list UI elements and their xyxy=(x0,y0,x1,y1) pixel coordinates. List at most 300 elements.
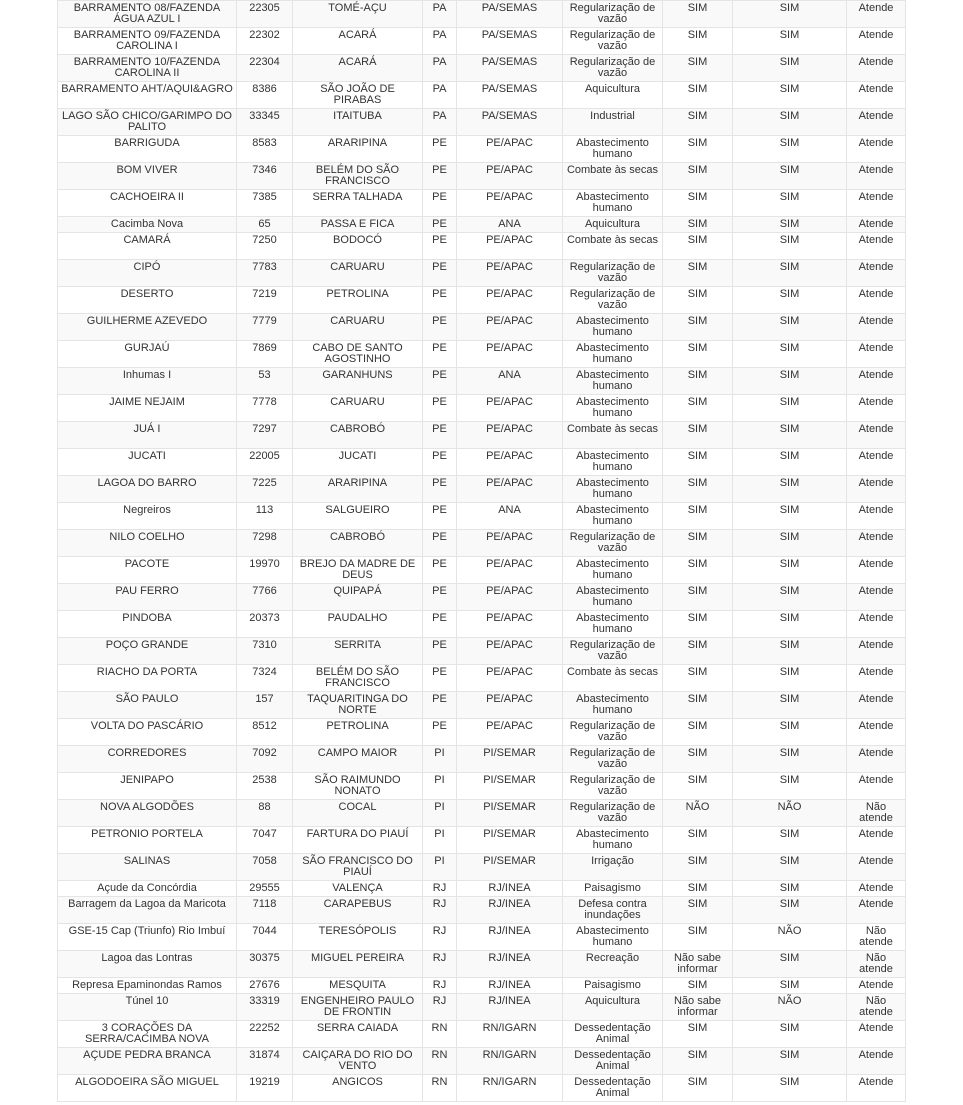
code-cell: 7092 xyxy=(237,746,293,773)
answer-b-cell: SIM xyxy=(733,287,847,314)
status-cell: Atende xyxy=(847,1048,906,1075)
code-cell: 22005 xyxy=(237,449,293,476)
dam-table-container xyxy=(57,0,905,1102)
status-cell: Atende xyxy=(847,638,906,665)
answer-b-cell: SIM xyxy=(733,719,847,746)
agency-cell: PE/APAC xyxy=(457,476,563,503)
use-cell: Regularização de vazão xyxy=(563,260,663,287)
state-cell: RJ xyxy=(423,924,457,951)
municipality-cell: TERESÓPOLIS xyxy=(293,924,423,951)
agency-cell: PE/APAC xyxy=(457,422,563,449)
answer-a-cell: SIM xyxy=(663,854,733,881)
table-row xyxy=(58,692,906,719)
dam-name-cell: POÇO GRANDE xyxy=(58,638,237,665)
code-cell: 19970 xyxy=(237,557,293,584)
answer-a-cell: SIM xyxy=(663,260,733,287)
table-row xyxy=(58,638,906,665)
table-row xyxy=(58,314,906,341)
use-cell: Abastecimento humano xyxy=(563,584,663,611)
code-cell: 7324 xyxy=(237,665,293,692)
code-cell: 113 xyxy=(237,503,293,530)
municipality-cell: PETROLINA xyxy=(293,287,423,314)
table-row xyxy=(58,368,906,395)
dam-name-cell: Lagoa das Lontras xyxy=(58,951,237,978)
answer-a-cell: NÃO xyxy=(663,800,733,827)
dam-name-cell: ALGODOEIRA SÃO MIGUEL xyxy=(58,1075,237,1102)
status-cell: Atende xyxy=(847,897,906,924)
code-cell: 7118 xyxy=(237,897,293,924)
answer-b-cell: SIM xyxy=(733,530,847,557)
answer-a-cell: SIM xyxy=(663,476,733,503)
code-cell: 7783 xyxy=(237,260,293,287)
code-cell: 7044 xyxy=(237,924,293,951)
municipality-cell: FARTURA DO PIAUÍ xyxy=(293,827,423,854)
table-row xyxy=(58,82,906,109)
state-cell: PE xyxy=(423,314,457,341)
state-cell: RJ xyxy=(423,897,457,924)
code-cell: 22252 xyxy=(237,1021,293,1048)
municipality-cell: SALGUEIRO xyxy=(293,503,423,530)
code-cell: 7346 xyxy=(237,163,293,190)
dam-name-cell: JUCATI xyxy=(58,449,237,476)
agency-cell: PE/APAC xyxy=(457,190,563,217)
code-cell: 7298 xyxy=(237,530,293,557)
table-row xyxy=(58,449,906,476)
table-row xyxy=(58,287,906,314)
municipality-cell: CAMPO MAIOR xyxy=(293,746,423,773)
agency-cell: ANA xyxy=(457,503,563,530)
answer-b-cell: SIM xyxy=(733,233,847,260)
municipality-cell: JUCATI xyxy=(293,449,423,476)
use-cell: Regularização de vazão xyxy=(563,773,663,800)
state-cell: PE xyxy=(423,190,457,217)
use-cell: Regularização de vazão xyxy=(563,719,663,746)
answer-a-cell: SIM xyxy=(663,503,733,530)
answer-b-cell: SIM xyxy=(733,1021,847,1048)
status-cell: Atende xyxy=(847,881,906,897)
municipality-cell: GARANHUNS xyxy=(293,368,423,395)
municipality-cell: ACARÁ xyxy=(293,55,423,82)
answer-b-cell: SIM xyxy=(733,881,847,897)
answer-b-cell: SIM xyxy=(733,897,847,924)
dam-name-cell: CIPÓ xyxy=(58,260,237,287)
answer-b-cell: SIM xyxy=(733,449,847,476)
state-cell: PE xyxy=(423,233,457,260)
agency-cell: PE/APAC xyxy=(457,136,563,163)
municipality-cell: BELÉM DO SÃO FRANCISCO xyxy=(293,163,423,190)
agency-cell: RJ/INEA xyxy=(457,951,563,978)
state-cell: PE xyxy=(423,692,457,719)
use-cell: Dessedentação Animal xyxy=(563,1048,663,1075)
municipality-cell: CARUARU xyxy=(293,314,423,341)
answer-a-cell: SIM xyxy=(663,1075,733,1102)
state-cell: PA xyxy=(423,109,457,136)
code-cell: 2538 xyxy=(237,773,293,800)
answer-a-cell: SIM xyxy=(663,897,733,924)
status-cell: Atende xyxy=(847,1075,906,1102)
status-cell: Atende xyxy=(847,1021,906,1048)
municipality-cell: SÃO JOÃO DE PIRABAS xyxy=(293,82,423,109)
answer-a-cell: SIM xyxy=(663,287,733,314)
answer-a-cell: SIM xyxy=(663,55,733,82)
code-cell: 7310 xyxy=(237,638,293,665)
use-cell: Defesa contra inundações xyxy=(563,897,663,924)
municipality-cell: BELÉM DO SÃO FRANCISCO xyxy=(293,665,423,692)
answer-a-cell: Não sabe informar xyxy=(663,951,733,978)
municipality-cell: ENGENHEIRO PAULO DE FRONTIN xyxy=(293,994,423,1021)
code-cell: 7297 xyxy=(237,422,293,449)
state-cell: PE xyxy=(423,395,457,422)
municipality-cell: ITAITUBA xyxy=(293,109,423,136)
agency-cell: RN/IGARN xyxy=(457,1075,563,1102)
dam-name-cell: VOLTA DO PASCÁRIO xyxy=(58,719,237,746)
dam-name-cell: RIACHO DA PORTA xyxy=(58,665,237,692)
status-cell: Não atende xyxy=(847,951,906,978)
table-row xyxy=(58,28,906,55)
answer-a-cell: SIM xyxy=(663,422,733,449)
use-cell: Abastecimento humano xyxy=(563,395,663,422)
state-cell: PE xyxy=(423,719,457,746)
code-cell: 7250 xyxy=(237,233,293,260)
code-cell: 7778 xyxy=(237,395,293,422)
code-cell: 7385 xyxy=(237,190,293,217)
table-row xyxy=(58,395,906,422)
answer-a-cell: SIM xyxy=(663,638,733,665)
state-cell: PI xyxy=(423,827,457,854)
dam-name-cell: Açude da Concórdia xyxy=(58,881,237,897)
use-cell: Abastecimento humano xyxy=(563,314,663,341)
agency-cell: PE/APAC xyxy=(457,260,563,287)
answer-a-cell: SIM xyxy=(663,881,733,897)
answer-a-cell: Não sabe informar xyxy=(663,994,733,1021)
municipality-cell: CAIÇARA DO RIO DO VENTO xyxy=(293,1048,423,1075)
table-row xyxy=(58,109,906,136)
status-cell: Atende xyxy=(847,28,906,55)
municipality-cell: TAQUARITINGA DO NORTE xyxy=(293,692,423,719)
use-cell: Industrial xyxy=(563,109,663,136)
answer-a-cell: SIM xyxy=(663,924,733,951)
answer-b-cell: SIM xyxy=(733,109,847,136)
code-cell: 33345 xyxy=(237,109,293,136)
table-row xyxy=(58,924,906,951)
table-row xyxy=(58,557,906,584)
dam-name-cell: CACHOEIRA II xyxy=(58,190,237,217)
municipality-cell: MESQUITA xyxy=(293,978,423,994)
table-row xyxy=(58,800,906,827)
state-cell: PA xyxy=(423,28,457,55)
table-row xyxy=(58,746,906,773)
answer-a-cell: SIM xyxy=(663,314,733,341)
agency-cell: RN/IGARN xyxy=(457,1048,563,1075)
state-cell: PE xyxy=(423,287,457,314)
answer-b-cell: SIM xyxy=(733,978,847,994)
agency-cell: PE/APAC xyxy=(457,584,563,611)
answer-b-cell: SIM xyxy=(733,28,847,55)
municipality-cell: PAUDALHO xyxy=(293,611,423,638)
answer-a-cell: SIM xyxy=(663,978,733,994)
dam-name-cell: DESERTO xyxy=(58,287,237,314)
answer-b-cell: SIM xyxy=(733,1048,847,1075)
answer-b-cell: SIM xyxy=(733,611,847,638)
status-cell: Atende xyxy=(847,557,906,584)
municipality-cell: SERRA CAIADA xyxy=(293,1021,423,1048)
dam-name-cell: NILO COELHO xyxy=(58,530,237,557)
code-cell: 22304 xyxy=(237,55,293,82)
table-row xyxy=(58,773,906,800)
status-cell: Não atende xyxy=(847,800,906,827)
state-cell: PE xyxy=(423,341,457,368)
dam-name-cell: PINDOBA xyxy=(58,611,237,638)
status-cell: Não atende xyxy=(847,994,906,1021)
agency-cell: RN/IGARN xyxy=(457,1021,563,1048)
status-cell: Atende xyxy=(847,719,906,746)
municipality-cell: VALENÇA xyxy=(293,881,423,897)
agency-cell: PE/APAC xyxy=(457,233,563,260)
agency-cell: RJ/INEA xyxy=(457,978,563,994)
use-cell: Regularização de vazão xyxy=(563,800,663,827)
table-row xyxy=(58,827,906,854)
answer-b-cell: SIM xyxy=(733,746,847,773)
municipality-cell: PETROLINA xyxy=(293,719,423,746)
state-cell: PA xyxy=(423,55,457,82)
municipality-cell: COCAL xyxy=(293,800,423,827)
answer-b-cell: SIM xyxy=(733,395,847,422)
answer-a-cell: SIM xyxy=(663,557,733,584)
agency-cell: PA/SEMAS xyxy=(457,28,563,55)
dam-name-cell: BARRIGUDA xyxy=(58,136,237,163)
status-cell: Atende xyxy=(847,692,906,719)
code-cell: 7058 xyxy=(237,854,293,881)
agency-cell: PE/APAC xyxy=(457,665,563,692)
answer-b-cell: SIM xyxy=(733,82,847,109)
dam-name-cell: BARRAMENTO AHT/AQUI&AGRO xyxy=(58,82,237,109)
dam-name-cell: Cacimba Nova xyxy=(58,217,237,233)
answer-a-cell: SIM xyxy=(663,692,733,719)
dam-name-cell: JENIPAPO xyxy=(58,773,237,800)
state-cell: PE xyxy=(423,163,457,190)
code-cell: 19219 xyxy=(237,1075,293,1102)
state-cell: RJ xyxy=(423,978,457,994)
answer-b-cell: SIM xyxy=(733,368,847,395)
dam-name-cell: Inhumas I xyxy=(58,368,237,395)
table-row xyxy=(58,584,906,611)
dam-name-cell: JUÁ I xyxy=(58,422,237,449)
answer-a-cell: SIM xyxy=(663,719,733,746)
table-row xyxy=(58,719,906,746)
status-cell: Atende xyxy=(847,287,906,314)
status-cell: Atende xyxy=(847,584,906,611)
status-cell: Atende xyxy=(847,190,906,217)
answer-a-cell: SIM xyxy=(663,1,733,28)
answer-a-cell: SIM xyxy=(663,665,733,692)
table-row xyxy=(58,233,906,260)
answer-b-cell: SIM xyxy=(733,692,847,719)
code-cell: 22302 xyxy=(237,28,293,55)
state-cell: PE xyxy=(423,260,457,287)
status-cell: Atende xyxy=(847,746,906,773)
state-cell: PE xyxy=(423,530,457,557)
use-cell: Abastecimento humano xyxy=(563,190,663,217)
agency-cell: RJ/INEA xyxy=(457,881,563,897)
answer-b-cell: SIM xyxy=(733,422,847,449)
dam-name-cell: Represa Epaminondas Ramos xyxy=(58,978,237,994)
dam-name-cell: SÃO PAULO xyxy=(58,692,237,719)
municipality-cell: MIGUEL PEREIRA xyxy=(293,951,423,978)
state-cell: PI xyxy=(423,773,457,800)
answer-b-cell: SIM xyxy=(733,951,847,978)
status-cell: Atende xyxy=(847,530,906,557)
answer-a-cell: SIM xyxy=(663,341,733,368)
table-row xyxy=(58,530,906,557)
answer-b-cell: SIM xyxy=(733,55,847,82)
table-row xyxy=(58,55,906,82)
dam-name-cell: 3 CORAÇÕES DA SERRA/CACIMBA NOVA xyxy=(58,1021,237,1048)
municipality-cell: CARUARU xyxy=(293,260,423,287)
table-row xyxy=(58,476,906,503)
municipality-cell: ANGICOS xyxy=(293,1075,423,1102)
use-cell: Combate às secas xyxy=(563,163,663,190)
code-cell: 7225 xyxy=(237,476,293,503)
status-cell: Não atende xyxy=(847,924,906,951)
use-cell: Abastecimento humano xyxy=(563,449,663,476)
agency-cell: PE/APAC xyxy=(457,287,563,314)
state-cell: PI xyxy=(423,746,457,773)
use-cell: Abastecimento humano xyxy=(563,503,663,530)
use-cell: Aquicultura xyxy=(563,217,663,233)
municipality-cell: ACARÁ xyxy=(293,28,423,55)
table-row xyxy=(58,422,906,449)
status-cell: Atende xyxy=(847,368,906,395)
state-cell: PE xyxy=(423,584,457,611)
municipality-cell: CABO DE SANTO AGOSTINHO xyxy=(293,341,423,368)
table-row xyxy=(58,1048,906,1075)
answer-a-cell: SIM xyxy=(663,584,733,611)
table-row xyxy=(58,897,906,924)
status-cell: Atende xyxy=(847,395,906,422)
state-cell: PE xyxy=(423,557,457,584)
use-cell: Abastecimento humano xyxy=(563,341,663,368)
dam-name-cell: Túnel 10 xyxy=(58,994,237,1021)
use-cell: Irrigação xyxy=(563,854,663,881)
municipality-cell: TOMÉ-AÇU xyxy=(293,1,423,28)
table-row xyxy=(58,260,906,287)
use-cell: Abastecimento humano xyxy=(563,827,663,854)
answer-b-cell: SIM xyxy=(733,476,847,503)
code-cell: 30375 xyxy=(237,951,293,978)
agency-cell: PE/APAC xyxy=(457,557,563,584)
agency-cell: PA/SEMAS xyxy=(457,1,563,28)
municipality-cell: SERRA TALHADA xyxy=(293,190,423,217)
state-cell: PE xyxy=(423,503,457,530)
answer-b-cell: NÃO xyxy=(733,924,847,951)
agency-cell: PI/SEMAR xyxy=(457,746,563,773)
agency-cell: PE/APAC xyxy=(457,719,563,746)
dam-name-cell: CORREDORES xyxy=(58,746,237,773)
use-cell: Aquicultura xyxy=(563,994,663,1021)
status-cell: Atende xyxy=(847,233,906,260)
dam-name-cell: SALINAS xyxy=(58,854,237,881)
code-cell: 27676 xyxy=(237,978,293,994)
dam-name-cell: PAU FERRO xyxy=(58,584,237,611)
use-cell: Regularização de vazão xyxy=(563,55,663,82)
agency-cell: PE/APAC xyxy=(457,692,563,719)
answer-a-cell: SIM xyxy=(663,190,733,217)
answer-a-cell: SIM xyxy=(663,217,733,233)
use-cell: Regularização de vazão xyxy=(563,1,663,28)
table-row xyxy=(58,611,906,638)
use-cell: Regularização de vazão xyxy=(563,746,663,773)
answer-a-cell: SIM xyxy=(663,773,733,800)
answer-b-cell: NÃO xyxy=(733,800,847,827)
use-cell: Abastecimento humano xyxy=(563,136,663,163)
use-cell: Recreação xyxy=(563,951,663,978)
code-cell: 7219 xyxy=(237,287,293,314)
use-cell: Regularização de vazão xyxy=(563,28,663,55)
use-cell: Abastecimento humano xyxy=(563,557,663,584)
status-cell: Atende xyxy=(847,82,906,109)
table-row xyxy=(58,341,906,368)
answer-b-cell: SIM xyxy=(733,163,847,190)
answer-a-cell: SIM xyxy=(663,136,733,163)
state-cell: PE xyxy=(423,476,457,503)
table-row xyxy=(58,503,906,530)
state-cell: PI xyxy=(423,800,457,827)
agency-cell: PI/SEMAR xyxy=(457,854,563,881)
use-cell: Paisagismo xyxy=(563,881,663,897)
code-cell: 8512 xyxy=(237,719,293,746)
state-cell: PA xyxy=(423,1,457,28)
municipality-cell: PASSA E FICA xyxy=(293,217,423,233)
state-cell: RN xyxy=(423,1075,457,1102)
municipality-cell: CARUARU xyxy=(293,395,423,422)
status-cell: Atende xyxy=(847,827,906,854)
dam-table xyxy=(57,0,906,1102)
dam-name-cell: PACOTE xyxy=(58,557,237,584)
dam-name-cell: AÇUDE PEDRA BRANCA xyxy=(58,1048,237,1075)
table-row xyxy=(58,190,906,217)
table-row xyxy=(58,994,906,1021)
use-cell: Abastecimento humano xyxy=(563,476,663,503)
agency-cell: PA/SEMAS xyxy=(457,55,563,82)
dam-name-cell: BARRAMENTO 09/FAZENDA CAROLINA I xyxy=(58,28,237,55)
code-cell: 22305 xyxy=(237,1,293,28)
answer-b-cell: SIM xyxy=(733,557,847,584)
code-cell: 31874 xyxy=(237,1048,293,1075)
table-row xyxy=(58,978,906,994)
table-row xyxy=(58,1,906,28)
status-cell: Atende xyxy=(847,55,906,82)
table-row xyxy=(58,163,906,190)
answer-a-cell: SIM xyxy=(663,233,733,260)
use-cell: Combate às secas xyxy=(563,233,663,260)
answer-a-cell: SIM xyxy=(663,1048,733,1075)
code-cell: 8583 xyxy=(237,136,293,163)
agency-cell: PI/SEMAR xyxy=(457,773,563,800)
state-cell: RN xyxy=(423,1048,457,1075)
status-cell: Atende xyxy=(847,136,906,163)
state-cell: PE xyxy=(423,449,457,476)
answer-b-cell: SIM xyxy=(733,503,847,530)
status-cell: Atende xyxy=(847,449,906,476)
agency-cell: PE/APAC xyxy=(457,395,563,422)
agency-cell: PE/APAC xyxy=(457,530,563,557)
agency-cell: PI/SEMAR xyxy=(457,800,563,827)
answer-b-cell: SIM xyxy=(733,136,847,163)
dam-name-cell: GUILHERME AZEVEDO xyxy=(58,314,237,341)
use-cell: Combate às secas xyxy=(563,422,663,449)
code-cell: 7047 xyxy=(237,827,293,854)
table-row xyxy=(58,665,906,692)
